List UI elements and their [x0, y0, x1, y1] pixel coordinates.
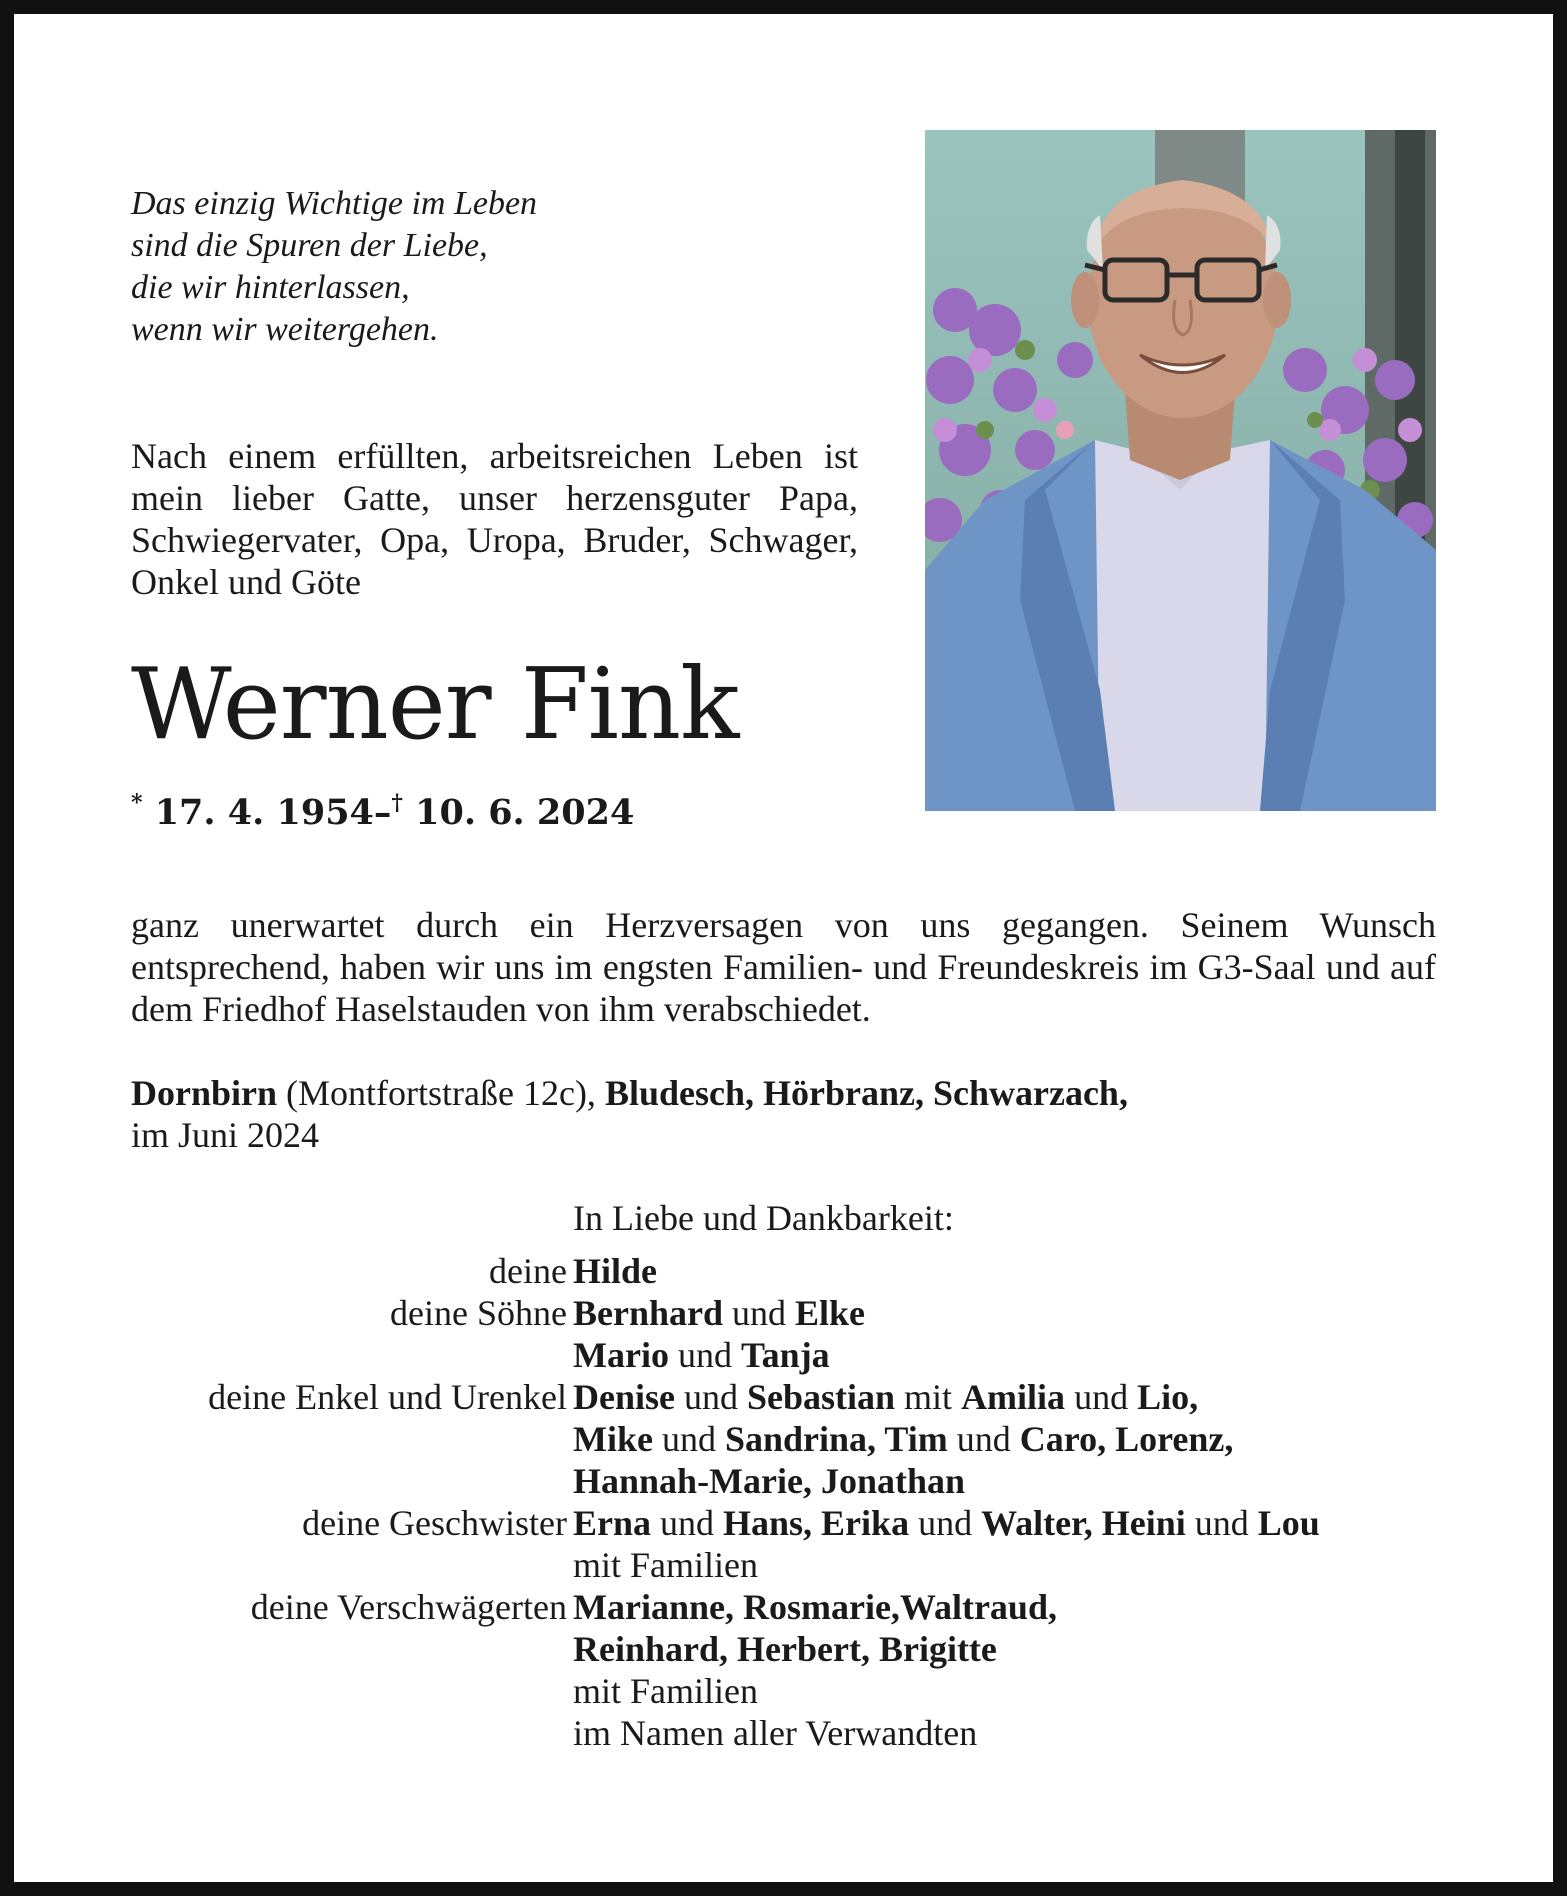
family-label: deine Geschwister [302, 1503, 567, 1543]
life-dates [131, 782, 634, 834]
family-siblings [131, 1502, 1436, 1586]
announcement-text: ganz unerwartet durch ein Herzversagen von uns gegangen. Seinem Wunsch entsprechend, haben wir uns im engsten Familien- und Freundeskreis im G3-Saal und auf dem Friedhof Haselstauden von ihm verabschiedet. [131, 905, 1436, 1029]
death-date: 10. 6. 2024 [415, 792, 635, 833]
family-line: Hannah-Marie, Jonathan [573, 1461, 966, 1501]
place-address: (Montfortstraße 12c), [286, 1073, 596, 1113]
family-line: Mario und Tanja [573, 1335, 830, 1375]
birth-date: 17. 4. 1954 [154, 792, 374, 833]
family-line: Mike und Sandrina, Tim und Caro, Lorenz, [573, 1419, 1234, 1459]
quote-line: sind die Spuren der Liebe, [131, 227, 488, 264]
portrait-photo [925, 130, 1436, 811]
deceased-name: Werner Fink [131, 648, 739, 762]
family-list [131, 1250, 1436, 1754]
family-sons [131, 1292, 1436, 1376]
family-spouse [131, 1250, 1436, 1292]
family-line: mit Familien [573, 1545, 758, 1585]
place-date: im Juni 2024 [131, 1115, 320, 1155]
family-line: Marianne, Rosmarie,Waltraud, [573, 1587, 1057, 1627]
place-and-date [131, 1072, 1436, 1156]
thanks-line: In Liebe und Dankbarkeit: [573, 1198, 954, 1238]
family-grandchildren [131, 1376, 1436, 1502]
place-line [131, 1072, 1436, 1114]
birth-symbol: * [131, 790, 143, 816]
family-label: deine [489, 1251, 567, 1291]
family-label: deine Enkel und Urenkel [208, 1377, 567, 1417]
family-line: Reinhard, Herbert, Brigitte [573, 1629, 997, 1669]
place-other-towns: Bludesch, Hörbranz, Schwarzach, [604, 1073, 1128, 1113]
death-symbol: † [391, 790, 403, 816]
family-line: mit Familien [573, 1671, 758, 1711]
quote-line: wenn wir weitergehen. [131, 311, 439, 348]
family-line: Bernhard und Elke [573, 1293, 866, 1333]
date-dash: – [373, 792, 392, 833]
family-line: Erna und Hans, Erika und Walter, Heini und Lou [573, 1503, 1320, 1543]
place-town: Dornbirn [131, 1073, 278, 1113]
intro-text: Nach einem erfüllten, arbeitsreichen Leben ist mein lieber Gatte, unser herzensguter Papa, Schwiegervater, Opa, Uropa, Bruder, Schwager, Onkel und Göte [131, 436, 858, 602]
family-label: deine Verschwägerten [250, 1587, 567, 1627]
quote [131, 183, 691, 351]
family-in-laws [131, 1586, 1436, 1754]
family-line: Denise und Sebastian mit Amilia und Lio, [573, 1377, 1199, 1417]
family-line: im Namen aller Verwandten [573, 1713, 978, 1753]
family-name: Hilde [573, 1251, 658, 1291]
quote-line: die wir hinterlassen, [131, 269, 410, 306]
quote-line: Das einzig Wichtige im Leben [131, 185, 538, 222]
portrait-illustration [925, 130, 1436, 811]
family-label: deine Söhne [390, 1293, 567, 1333]
